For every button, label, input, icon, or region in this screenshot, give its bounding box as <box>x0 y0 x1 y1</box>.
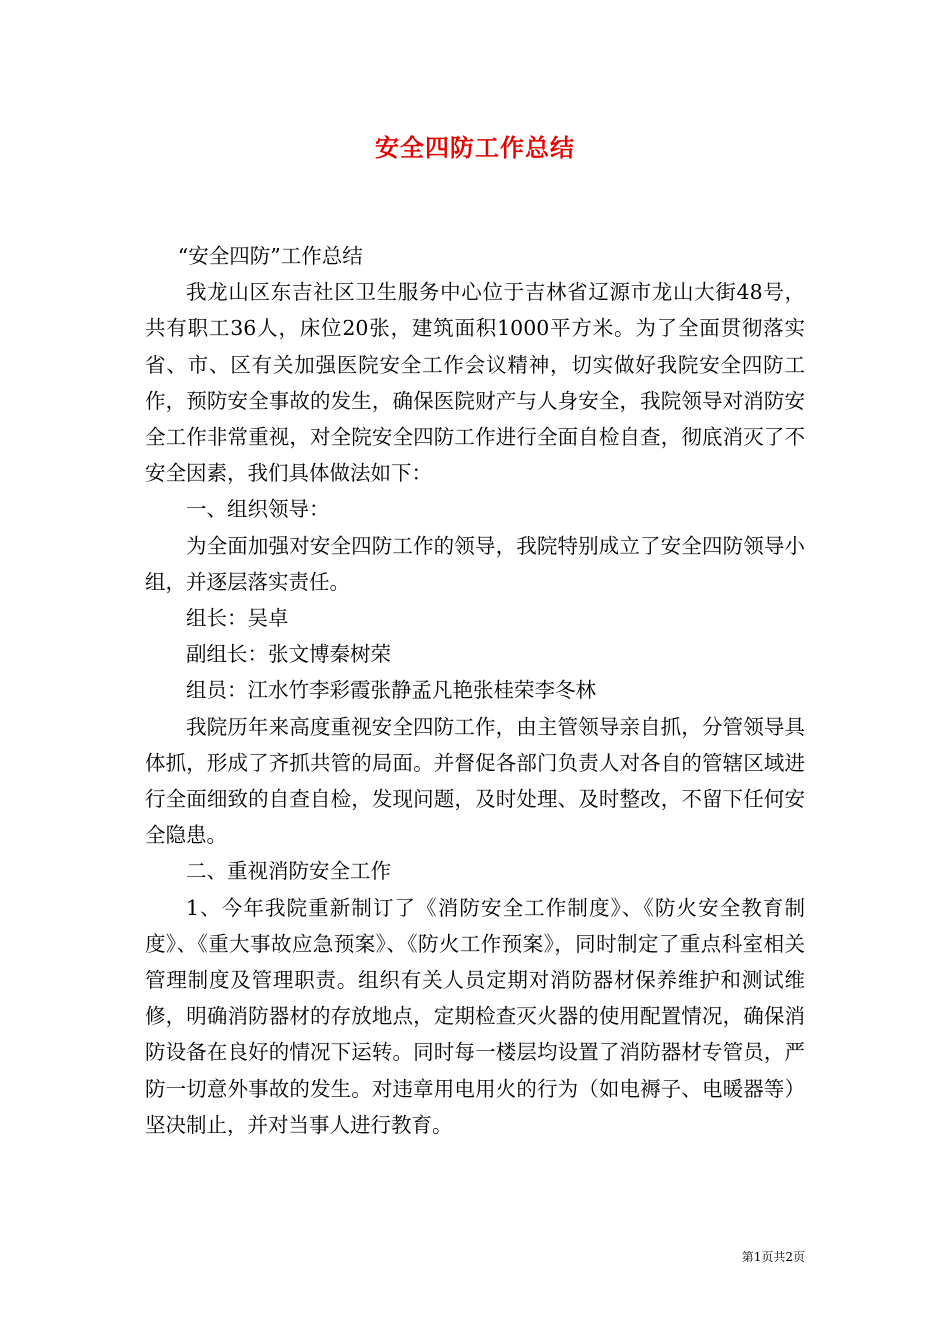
paragraph-management: 我院历年来高度重视安全四防工作，由主管领导亲自抓，分管领导具体抓，形成了齐抓共管的局面。并督促各部门负责人对各自的管辖区域进行全面细致的自查自检，发现问题，及时处理、及时整改，不留下任何安全隐患。 <box>145 714 805 848</box>
document-title: 安全四防工作总结 <box>375 133 575 162</box>
paragraph-intro: 我龙山区东吉社区卫生服务中心位于吉林省辽源市龙山大街48号，共有职工36人，床位20张，建筑面积1000平方米。为了全面贯彻落实省、市、区有关加强医院安全工作会议精神，切实做好我院安全四防工作，预防安全事故的发生，确保医院财产与人身安全，我院领导对消防安全工作非常重视，对全院安全四防工作进行全面自检自查，彻底消灭了不安全因素，我们具体做法如下： <box>145 280 805 486</box>
paragraph-group-leader: 组长：吴卓 <box>186 606 289 631</box>
section-heading-2: 二、重视消防安全工作 <box>186 859 391 884</box>
paragraph-leadership: 为全面加强对安全四防工作的领导，我院特别成立了安全四防领导小组，并逐层落实责任。 <box>145 533 805 594</box>
paragraph-deputy-leader: 副组长：张文博秦树荣 <box>186 642 391 667</box>
paragraph-members: 组员：江水竹李彩霞张静孟凡艳张桂荣李冬林 <box>186 678 596 703</box>
section-heading-1: 一、组织领导： <box>186 497 330 522</box>
document-body <box>145 238 805 1143</box>
page-number: 第1页共2页 <box>741 1250 805 1264</box>
paragraph-fire-safety: 1、今年我院重新制订了《消防安全工作制度》、《防火安全教育制度》、《重大事故应急预案》、《防火工作预案》，同时制定了重点科室相关管理制度及管理职责。组织有关人员定期对消防器材保养维护和测试维修，明确消防器材的存放地点，定期检查灭火器的使用配置情况，确保消防设备在良好的情况下运转。同时每一楼层均设置了消防器材专管员，严防一切意外事故的发生。对违章用电用火的行为（如电褥子、电暖器等）坚决制止，并对当事人进行教育。 <box>145 895 805 1137</box>
paragraph-heading: “安全四防”工作总结 <box>177 244 363 268</box>
